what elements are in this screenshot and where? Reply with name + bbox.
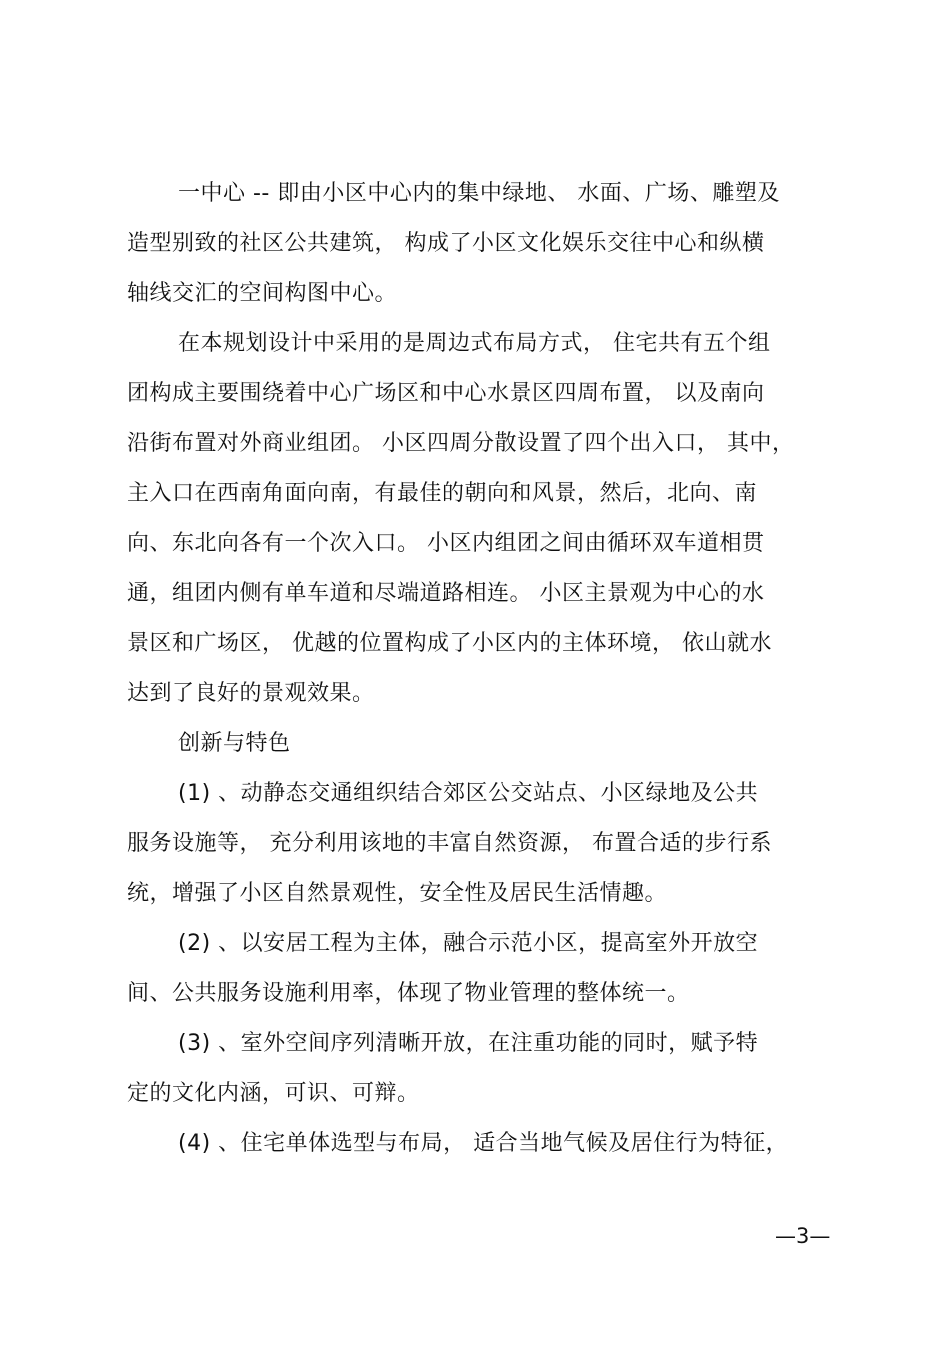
text-line: (1) 、动静态交通组织结合郊区公交站点、小区绿地及公共: [178, 781, 759, 806]
text-line: 在本规划设计中采用的是周边式布局方式， 住宅共有五个组: [178, 331, 771, 356]
text-line: 向、东北向各有一个次入口。 小区内组团之间由循环双车道相贯: [127, 531, 765, 556]
section-heading: 创新与特色: [178, 731, 291, 756]
text-line: 主入口在西南角面向南，有最佳的朝向和风景，然后，北向、南: [127, 481, 758, 506]
text-line: 间、公共服务设施利用率，体现了物业管理的整体统一。: [127, 981, 690, 1006]
text-line: 统，增强了小区自然景观性，安全性及居民生活情趣。: [127, 881, 668, 906]
text-line: (2) 、以安居工程为主体，融合示范小区，提高室外开放空: [178, 931, 759, 956]
text-line: 服务设施等， 充分利用该地的丰富自然资源， 布置合适的步行系: [127, 831, 772, 856]
text-line: 一中心 -- 即由小区中心内的集中绿地、 水面、广场、雕塑及: [178, 181, 780, 206]
text-line: 造型别致的社区公共建筑， 构成了小区文化娱乐交往中心和纵横: [127, 231, 765, 256]
page-number: —3—: [775, 1224, 831, 1248]
text-line: (3) 、室外空间序列清晰开放，在注重功能的同时，赋予特: [178, 1031, 759, 1056]
text-line: 定的文化内涵，可识、可辩。: [127, 1081, 420, 1106]
text-line: 轴线交汇的空间构图中心。: [127, 281, 398, 306]
text-line: 景区和广场区， 优越的位置构成了小区内的主体环境， 依山就水: [127, 631, 772, 656]
text-line: 团构成主要围绕着中心广场区和中心水景区四周布置， 以及南向: [127, 381, 765, 406]
text-line: 沿街布置对外商业组团。 小区四周分散设置了四个出入口， 其中，: [127, 431, 795, 456]
text-line: 通，组团内侧有单车道和尽端道路相连。 小区主景观为中心的水: [127, 581, 765, 606]
text-line: 达到了良好的景观效果。: [127, 681, 375, 706]
text-line: (4) 、住宅单体选型与布局， 适合当地气候及居住行为特征，: [178, 1131, 789, 1156]
